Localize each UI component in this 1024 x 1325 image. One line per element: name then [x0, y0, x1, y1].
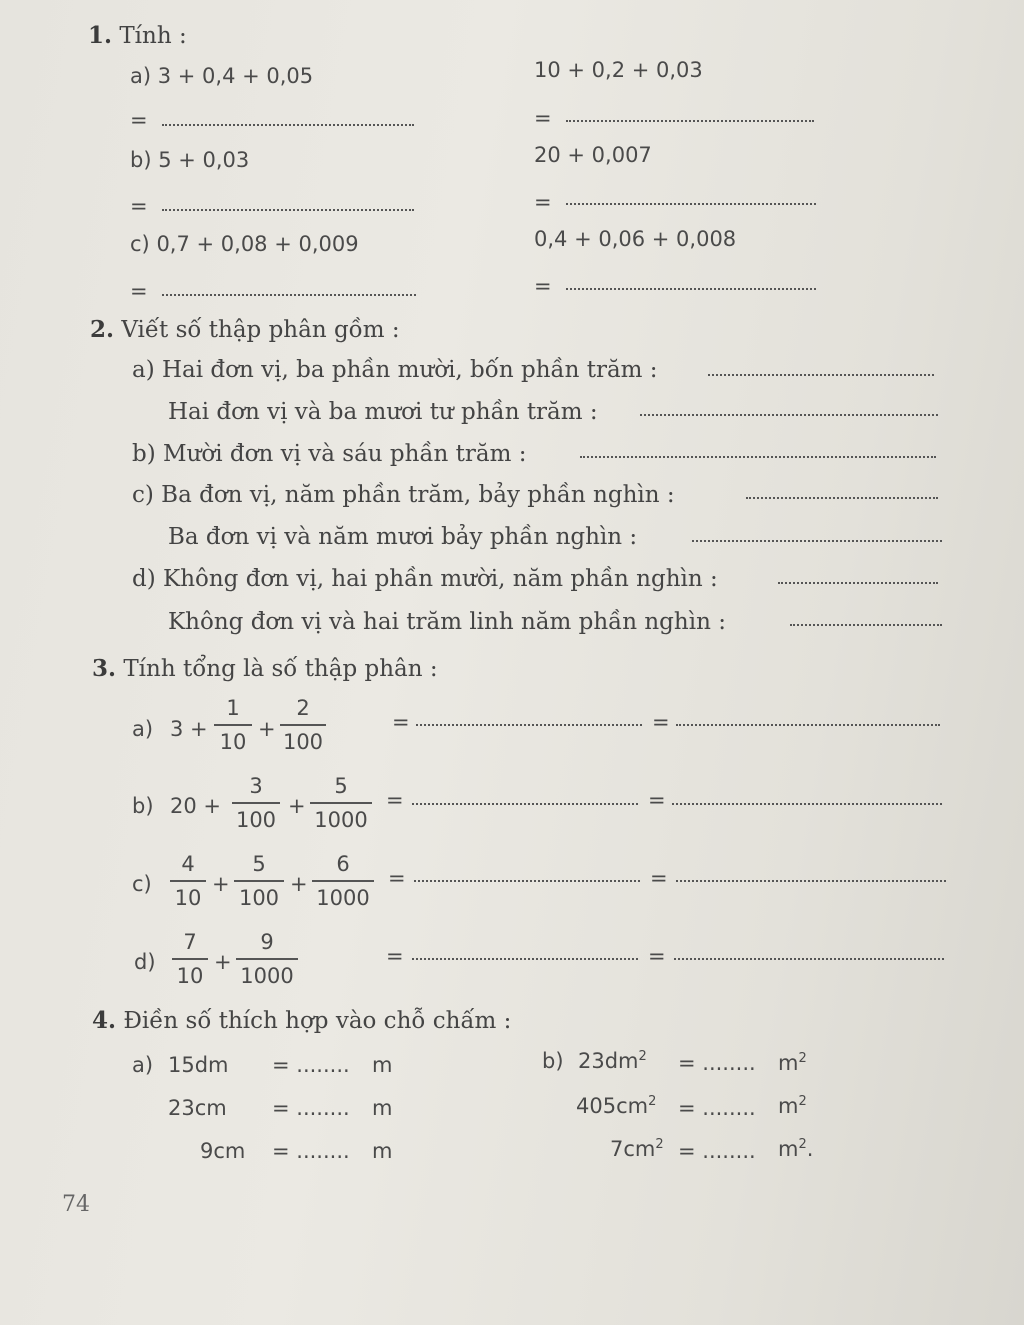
ex4a-label: a): [132, 1053, 154, 1077]
ex3b-eq2: =: [648, 788, 666, 812]
page-number: 74: [62, 1192, 90, 1217]
ex4a-row3-value: 9cm: [200, 1139, 246, 1163]
ex3b-plus: +: [288, 794, 306, 818]
ex3a-plus: +: [258, 717, 276, 741]
ex1a-left: [130, 62, 313, 90]
ex3a-whole: 3 +: [170, 717, 208, 741]
ex3c-fraction-1: [170, 850, 206, 912]
ex1a-left-expr: 3 + 0,4 + 0,05: [157, 64, 314, 88]
ex3b-whole: 20 +: [170, 794, 221, 818]
ex2-title: Viết số thập phân gồm :: [121, 317, 400, 343]
ex3b-f1-numerator: 3: [249, 774, 263, 798]
ex2a-line1-text: Hai đơn vị, ba phần mười, bốn phần trăm :: [162, 357, 658, 383]
ex3c-answer-2[interactable]: [676, 880, 946, 882]
ex3a-f1-bar: [214, 724, 252, 726]
ex3-number: 3.: [92, 655, 117, 682]
ex2a-line1: [132, 356, 658, 384]
ex3c-eq2: =: [650, 866, 668, 890]
ex4b-row2-unit: [778, 1094, 807, 1118]
ex3b-f2-numerator: 5: [334, 774, 348, 798]
ex4a-row1-unit: m: [372, 1053, 393, 1077]
ex3c-f1-denominator: 10: [174, 886, 202, 910]
ex4b-label: b): [542, 1049, 564, 1073]
ex1b-label: b): [130, 148, 152, 172]
ex1b-right-eq: =: [534, 190, 552, 214]
ex1-title: Tính :: [119, 23, 187, 49]
ex3c-fraction-3: [312, 850, 374, 912]
ex3b-answer-1[interactable]: [412, 803, 638, 805]
ex3a-answer-1[interactable]: [416, 724, 642, 726]
ex3d-eq2: =: [648, 944, 666, 968]
ex2d-line2-text: Không đơn vị và hai trăm linh năm phần nghìn :: [168, 609, 726, 635]
ex3c-f3-numerator: 6: [336, 852, 350, 876]
ex3d-f2-denominator: 1000: [240, 964, 294, 988]
ex3d-eq1: =: [386, 944, 404, 968]
ex1b-right-answer-line[interactable]: [566, 203, 816, 205]
ex3-title: Tính tổng là số thập phân :: [123, 656, 438, 682]
ex2d-line2-answer[interactable]: [790, 624, 942, 626]
ex1-heading: [88, 22, 187, 50]
ex3d-fraction-2: [236, 928, 298, 990]
ex4a-row3-blank[interactable]: = ........: [272, 1139, 350, 1163]
ex2a-label: a): [132, 357, 155, 383]
ex4-title: Điền số thích hợp vào chỗ chấm :: [123, 1008, 512, 1034]
ex1a-right-answer-line[interactable]: [566, 120, 814, 122]
ex2b-text: Mười đơn vị và sáu phần trăm :: [163, 441, 527, 467]
ex3c-eq1: =: [388, 866, 406, 890]
ex4-heading: [92, 1007, 511, 1035]
ex4b-row3-unit-exp: 2: [798, 1137, 807, 1152]
ex3a-f2-numerator: 2: [296, 696, 310, 720]
ex3d-answer-1[interactable]: [412, 958, 638, 960]
ex4b-row2-exp: 2: [648, 1094, 657, 1109]
ex4b-row2-blank[interactable]: = ........: [678, 1096, 756, 1120]
ex3b-f1-denominator: 100: [235, 808, 277, 832]
ex3c-f2-numerator: 5: [252, 852, 266, 876]
ex2-number: 2.: [90, 316, 115, 343]
ex2c-label: c): [132, 482, 154, 508]
ex4b-row3-exp: 2: [655, 1137, 664, 1152]
ex3d-answer-2[interactable]: [674, 958, 944, 960]
ex4b-row1-unit: [778, 1051, 807, 1075]
ex3-heading: [92, 655, 438, 683]
ex3c-f3-denominator: 1000: [316, 886, 370, 910]
ex3d-label: d): [134, 950, 156, 974]
ex3b-fraction-1: [232, 772, 280, 834]
ex4b-row1-blank[interactable]: = ........: [678, 1051, 756, 1075]
ex2c-line2-text: Ba đơn vị và năm mươi bảy phần nghìn :: [168, 524, 638, 550]
ex1a-right-eq: =: [534, 106, 552, 130]
ex4-number: 4.: [92, 1007, 117, 1034]
ex4b-row3-unit-text: m: [778, 1137, 799, 1161]
ex1c-right-answer-line[interactable]: [566, 288, 816, 290]
ex2d-line1-text: Không đơn vị, hai phần mười, năm phần nghìn :: [163, 566, 718, 592]
ex1a-right-expr: 10 + 0,2 + 0,03: [534, 58, 703, 82]
ex1a-left-answer-line[interactable]: [162, 124, 414, 126]
ex2d-line1-answer[interactable]: [778, 582, 938, 584]
ex2b-label: b): [132, 441, 156, 467]
ex4b-row1-unit-text: m: [778, 1051, 799, 1075]
ex3d-f2-bar: [236, 958, 298, 960]
ex3c-f1-bar: [170, 880, 206, 882]
ex3d-f1-bar: [172, 958, 208, 960]
ex4b-row2-unit-exp: 2: [798, 1094, 807, 1109]
ex3b-label: b): [132, 794, 154, 818]
ex3c-fraction-2: [234, 850, 284, 912]
ex3a-f1-numerator: 1: [226, 696, 240, 720]
ex2a-line2-text: Hai đơn vị và ba mươi tư phần trăm :: [168, 399, 598, 425]
ex4a-row2-value: 23cm: [168, 1096, 227, 1120]
ex1c-right-eq: =: [534, 274, 552, 298]
ex3c-answer-1[interactable]: [414, 880, 640, 882]
ex1a-left-eq: =: [130, 108, 148, 132]
ex3b-f2-denominator: 1000: [314, 808, 368, 832]
ex2c-line1-text: Ba đơn vị, năm phần trăm, bảy phần nghìn :: [161, 482, 675, 508]
ex3b-eq1: =: [386, 788, 404, 812]
ex3a-f1-denominator: 10: [219, 730, 247, 754]
ex3b-answer-2[interactable]: [672, 803, 942, 805]
ex2a-line2-answer[interactable]: [640, 414, 938, 416]
ex2b-line: [132, 440, 526, 468]
ex4b-row3-value-text: 7cm: [610, 1137, 656, 1161]
ex1c-left: [130, 230, 359, 258]
ex3d-f1-denominator: 10: [176, 964, 204, 988]
ex1b-left-eq: =: [130, 194, 148, 218]
ex3a-f2-denominator: 100: [282, 730, 324, 754]
ex2a-line1-answer[interactable]: [708, 374, 934, 376]
ex4a-row1-value: 15dm: [168, 1053, 229, 1077]
ex1c-right-expr: 0,4 + 0,06 + 0,008: [534, 227, 737, 251]
ex2c-line1: [132, 481, 675, 509]
ex2d-label: d): [132, 566, 156, 592]
ex2c-line1-answer[interactable]: [746, 497, 938, 499]
ex1-number: 1.: [88, 22, 113, 49]
ex2c-line2-answer[interactable]: [692, 540, 942, 542]
ex4b-row2-value-text: 405cm: [576, 1094, 649, 1118]
ex1c-label: c): [130, 232, 150, 256]
ex3d-f1-numerator: 7: [183, 930, 197, 954]
ex4b-row3-blank[interactable]: = ........: [678, 1139, 756, 1163]
ex1b-left-answer-line[interactable]: [162, 209, 414, 211]
ex1b-left: [130, 146, 249, 174]
ex3c-f2-denominator: 100: [238, 886, 280, 910]
ex4b-row1-value-text: 23dm: [578, 1049, 639, 1073]
ex3c-f2-bar: [234, 880, 284, 882]
ex3c-plus-1: +: [212, 872, 230, 896]
ex4a-row2-blank[interactable]: = ........: [272, 1096, 350, 1120]
ex3d-fraction-1: [172, 928, 208, 990]
ex1c-left-eq: =: [130, 279, 148, 303]
ex2-heading: [90, 316, 400, 344]
ex1a-label: a): [130, 64, 152, 88]
ex3a-eq1: =: [392, 710, 410, 734]
ex3b-fraction-2: [310, 772, 372, 834]
ex3a-label: a): [132, 717, 154, 741]
ex4a-row1-blank[interactable]: = ........: [272, 1053, 350, 1077]
ex3c-f1-numerator: 4: [181, 852, 195, 876]
ex4b-row1-exp: 2: [638, 1049, 647, 1064]
ex4b-row2-value: [576, 1094, 656, 1118]
ex2d-line1: [132, 565, 718, 593]
ex3c-f3-bar: [312, 880, 374, 882]
ex3a-fraction-2: [280, 694, 326, 756]
ex3c-label: c): [132, 872, 152, 896]
ex4b-row3-end: .: [806, 1137, 814, 1161]
ex3a-answer-2[interactable]: [676, 724, 940, 726]
ex4a-row3-unit: m: [372, 1139, 393, 1163]
ex4a-row2-unit: m: [372, 1096, 393, 1120]
ex4b-row3-unit: [778, 1137, 813, 1161]
ex3d-f2-numerator: 9: [260, 930, 274, 954]
ex1c-left-answer-line[interactable]: [162, 294, 416, 296]
ex4b-row3-value: [610, 1137, 664, 1161]
ex4b-row1-value: [578, 1049, 647, 1073]
ex3d-plus: +: [214, 950, 232, 974]
ex3a-eq2: =: [652, 710, 670, 734]
ex3c-plus-2: +: [290, 872, 308, 896]
ex3a-f2-bar: [280, 724, 326, 726]
ex4b-row2-unit-text: m: [778, 1094, 799, 1118]
ex3b-f1-bar: [232, 802, 280, 804]
ex1b-right-expr: 20 + 0,007: [534, 143, 652, 167]
ex4b-row1-unit-exp: 2: [798, 1051, 807, 1066]
ex3b-f2-bar: [310, 802, 372, 804]
ex2b-answer[interactable]: [580, 456, 936, 458]
ex3a-fraction-1: [214, 694, 252, 756]
ex1c-left-expr: 0,7 + 0,08 + 0,009: [156, 232, 359, 256]
ex1b-left-expr: 5 + 0,03: [158, 148, 250, 172]
